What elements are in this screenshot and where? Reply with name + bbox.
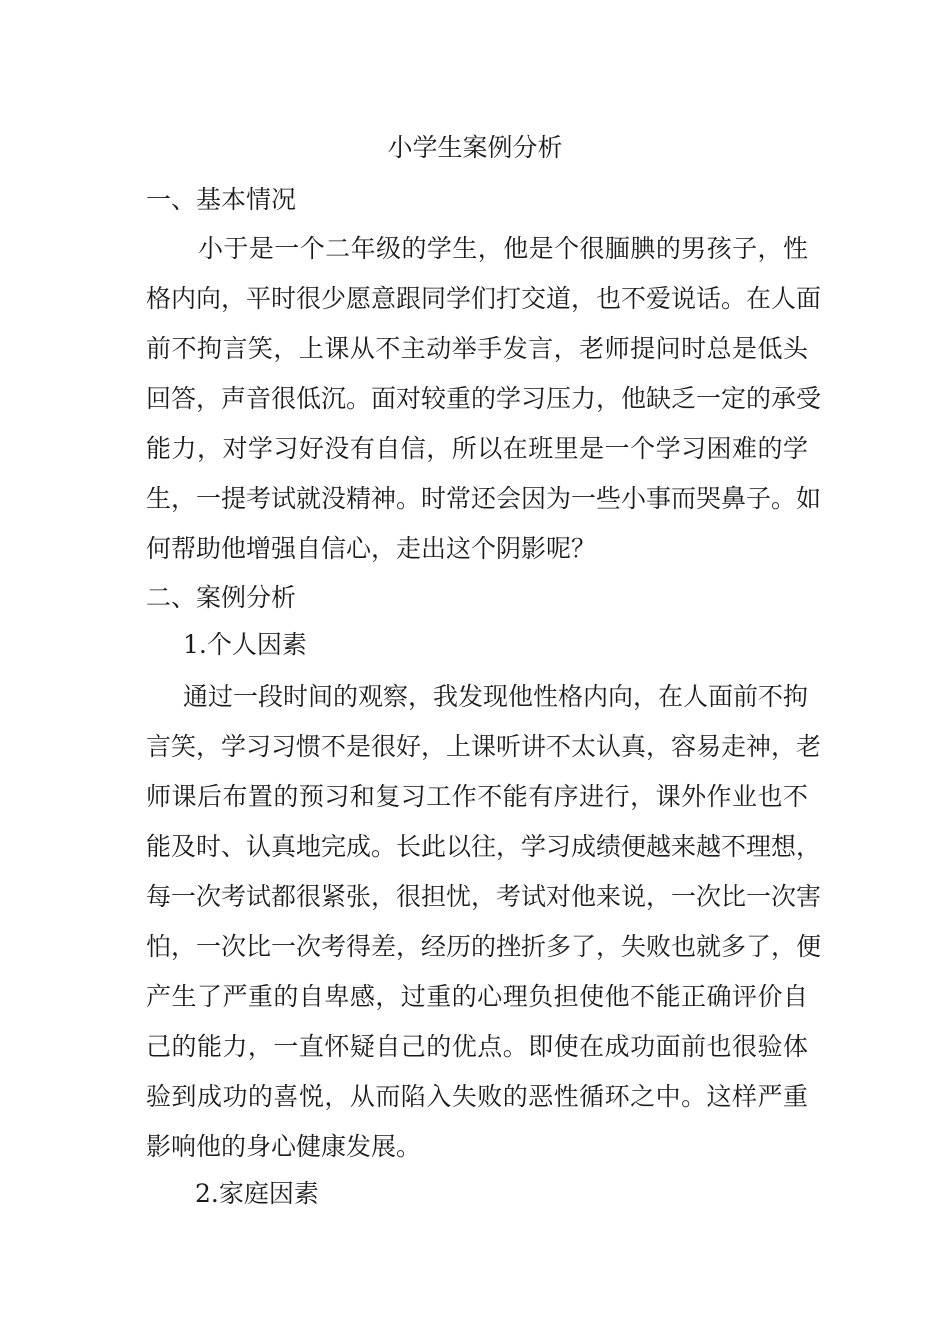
paragraph-basic-info <box>146 224 822 574</box>
paragraph-line: 能及时、认真地完成。长此以往，学习成绩便越来越不理想， <box>146 832 822 861</box>
paragraph-line: 己的能力，一直怀疑自己的优点。即使在成功面前也很验体 <box>146 1032 808 1061</box>
paragraph-line: 影响他的身心健康发展。 <box>146 1132 422 1161</box>
paragraph-line: 回答，声音很低沉。面对较重的学习压力，他缺乏一定的承受 <box>146 384 822 413</box>
paragraph-personal-factors <box>146 672 822 1172</box>
paragraph-line: 产生了严重的自卑感，过重的心理负担使他不能正确评价自 <box>146 982 808 1011</box>
paragraph-line: 言笑，学习习惯不是很好，上课听讲不太认真，容易走神，老 <box>146 732 822 761</box>
paragraph-line: 每一次考试都很紧张，很担忧，考试对他来说，一次比一次害 <box>146 882 822 911</box>
paragraph-line: 生，一提考试就没精神。时常还会因为一些小事而哭鼻子。如 <box>146 484 822 513</box>
subheading-family-factors: 2.家庭因素 <box>195 1179 319 1208</box>
paragraph-line: 何帮助他增强自信心，走出这个阴影呢？ <box>146 534 597 563</box>
section-heading-case-analysis: 二、案例分析 <box>146 583 297 612</box>
paragraph-line: 通过一段时间的观察，我发现他性格内向，在人面前不拘 <box>183 682 809 711</box>
paragraph-line: 能力，对学习好没有自信，所以在班里是一个学习困难的学 <box>146 434 808 463</box>
paragraph-line: 前不拘言笑，上课从不主动举手发言，老师提问时总是低头 <box>146 334 808 363</box>
paragraph-line: 验到成功的喜悦，从而陷入失败的恶性循环之中。这样严重 <box>146 1082 808 1111</box>
paragraph-line: 格内向，平时很少愿意跟同学们打交道，也不爱说话。在人面 <box>146 284 822 313</box>
section-heading-basic-info: 一、基本情况 <box>146 185 297 214</box>
paragraph-line: 师课后布置的预习和复习工作不能有序进行，课外作业也不 <box>146 782 808 811</box>
document-title: 小学生案例分析 <box>387 133 563 162</box>
paragraph-line: 怕，一次比一次考得差，经历的挫折多了，失败也就多了，便 <box>146 932 822 961</box>
subheading-personal-factors: 1.个人因素 <box>183 630 307 659</box>
paragraph-line: 小于是一个二年级的学生，他是个很腼腆的男孩子，性 <box>198 234 808 263</box>
